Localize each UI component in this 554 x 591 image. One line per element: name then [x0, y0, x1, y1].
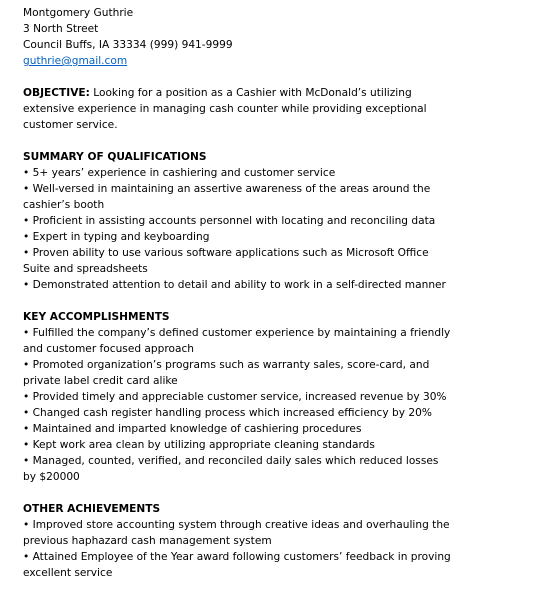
accomplishments-section [23, 309, 543, 485]
objective-text: Looking for a position as a Cashier with McDonald’s utilizing extensive experience in managing cash counter while providing exceptional customer service. [23, 87, 427, 131]
summary-item: • 5+ years’ experience in cashiering and customer service [23, 167, 336, 179]
achievements-heading: OTHER ACHIEVEMENTS [23, 503, 161, 515]
accomplishments-heading: KEY ACCOMPLISHMENTS [23, 311, 170, 323]
contact-name: Montgomery Guthrie [23, 7, 134, 19]
contact-city-phone: Council Buffs, IA 33334 (999) 941-9999 [23, 39, 233, 51]
summary-item: • Expert in typing and keyboarding [23, 231, 210, 243]
summary-item: • Proficient in assisting accounts personnel with locating and reconciling data [23, 215, 436, 227]
achievement-item: • Attained Employee of the Year award following customers’ feedback in proving excellent service [23, 551, 451, 579]
accomplishment-item: • Fulfilled the company’s defined customer experience by maintaining a friendly and customer focused approach [23, 327, 451, 355]
summary-heading: SUMMARY OF QUALIFICATIONS [23, 151, 207, 163]
accomplishment-item: • Managed, counted, verified, and reconciled daily sales which reduced losses by $20000 [23, 455, 439, 483]
accomplishment-item: • Provided timely and appreciable customer service, increased revenue by 30% [23, 391, 447, 403]
achievement-item: • Improved store accounting system through creative ideas and overhauling the previous haphazard cash management system [23, 519, 450, 547]
accomplishment-item: • Changed cash register handling process which increased efficiency by 20% [23, 407, 432, 419]
summary-item: • Well-versed in maintaining an assertive awareness of the areas around the cashier’s booth [23, 183, 431, 211]
contact-address: 3 North Street [23, 23, 99, 35]
summary-section [23, 149, 543, 293]
resume-document [23, 5, 543, 581]
contact-email-link[interactable]: guthrie@gmail.com [23, 55, 128, 67]
accomplishment-item: • Kept work area clean by utilizing appropriate cleaning standards [23, 439, 375, 451]
summary-item: • Proven ability to use various software applications such as Microsoft Office Suite and spreadsheets [23, 247, 429, 275]
accomplishment-item: • Promoted organization’s programs such as warranty sales, score-card, and private label credit card alike [23, 359, 430, 387]
contact-block [23, 5, 543, 69]
spacer [23, 133, 543, 149]
spacer [23, 485, 543, 501]
summary-item: • Demonstrated attention to detail and ability to work in a self-directed manner [23, 279, 446, 291]
objective-label: OBJECTIVE: [23, 87, 90, 99]
objective-paragraph [23, 85, 441, 133]
accomplishment-item: • Maintained and imparted knowledge of cashiering procedures [23, 423, 362, 435]
achievements-section [23, 501, 543, 581]
spacer [23, 293, 543, 309]
spacer [23, 69, 543, 85]
